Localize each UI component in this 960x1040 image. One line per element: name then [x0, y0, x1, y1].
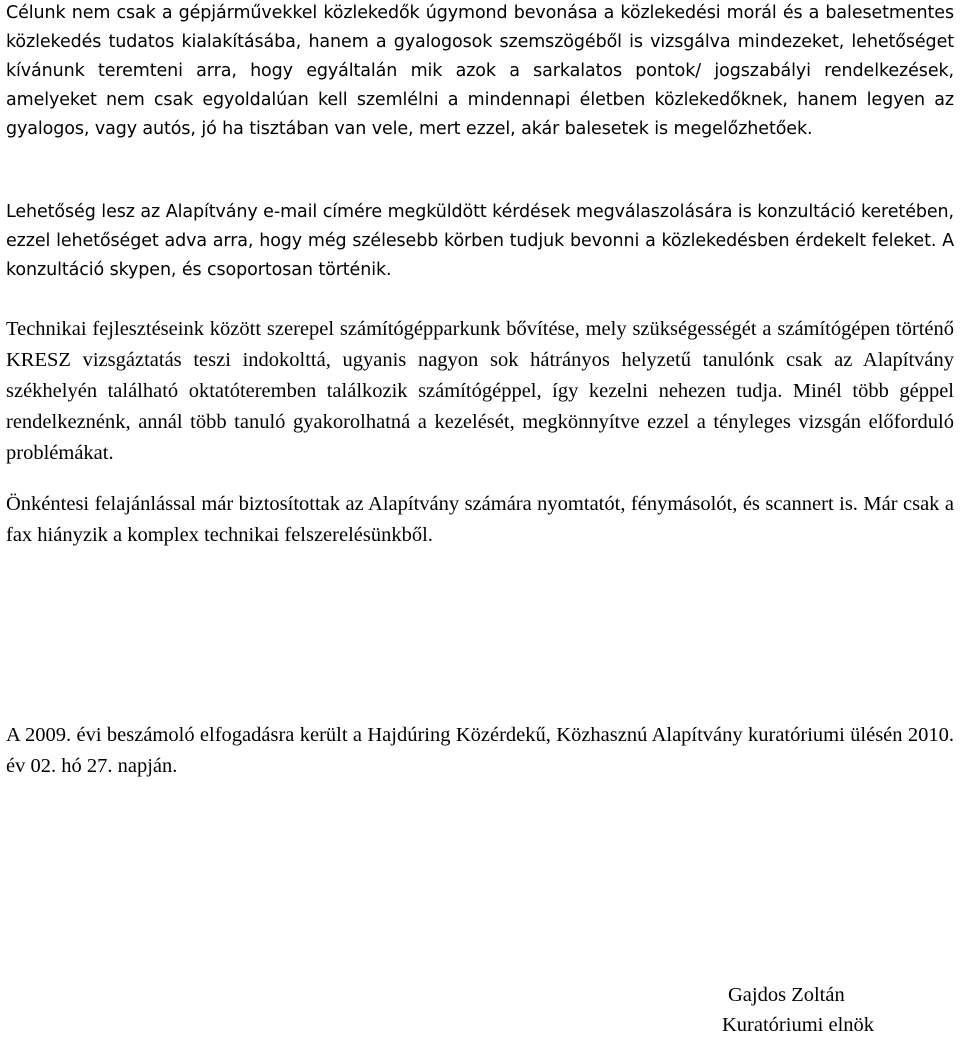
paragraph-report-approval: A 2009. évi beszámoló elfogadásra került a Hajdúring Közérdekű, Közhasznú Alapítvány kuratóriumi ülésén 2010. év 02. hó 27. napján. [6, 724, 954, 777]
paragraph-goals: Célunk nem csak a gépjárművekkel közlekedők úgymond bevonása a közlekedési morál és a balesetmentes közlekedés tudatos kialakításába, hanem a gyalogosok szemszögéből is vizsgálva mindezeket, lehetőséget kívánunk teremteni arra, hogy egyáltalán mik azok a sarkalatos pontok/ jogszabályi rendelkezések, amelyeket nem csak egyoldalúan kell szemlélni a mindennapi életben közlekedőknek, hanem legyen az gyalogos, vagy autós, jó ha tisztában van vele, mert ezzel, akár balesetek is megelőzhetőek. [6, 3, 954, 139]
paragraph-consultation: Lehetőség lesz az Alapítvány e-mail címére megküldött kérdések megválaszolására is konzultáció keretében, ezzel lehetőséget adva arra, hogy még szélesebb körben tudjuk bevonni a közlekedésben érdekelt feleket. A konzultáció skypen, és csoportosan történik. [6, 202, 954, 280]
paragraph-volunteer-offer: Önkéntesi felajánlással már biztosítottak az Alapítvány számára nyomtatót, fénymásolót, és scannert is. Már csak a fax hiányzik a komplex technikai felszerelésünkből. [6, 493, 954, 546]
paragraph-technical-development: Technikai fejlesztéseink között szerepel számítógépparkunk bővítése, mely szükségességét a számítógépen történő KRESZ vizsgáztatás teszi indokolttá, ugyanis nagyon sok hátrányos helyzetű tanulónk csak az Alapítvány székhelyén található oktatóteremben találkozik számítógéppel, így kezelni nehezen tudja. Minél több géppel rendelkeznénk, annál több tanuló gyakorolhatná a kezelését, megkönnyítve ezzel a tényleges vizsgán előforduló problémákat. [6, 318, 954, 464]
signatory-name: Gajdos Zoltán [728, 984, 845, 1006]
signatory-title: Kuratóriumi elnök [722, 1014, 875, 1036]
signature-block [720, 980, 920, 1040]
